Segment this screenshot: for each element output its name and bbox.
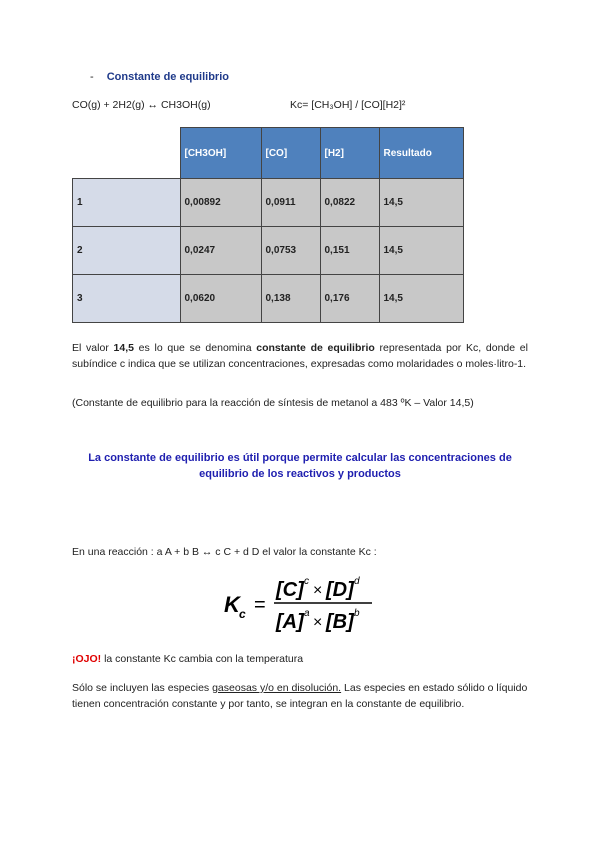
table-row: [73, 275, 464, 323]
table-row: [73, 227, 464, 275]
row-label: 3: [73, 275, 181, 323]
highlight-note: La constante de equilibrio es útil porque permite calcular las concentraciones de equilibrio de los reactivos y productos: [88, 452, 512, 480]
table-cell: 14,5: [379, 275, 463, 323]
heading-bullet: -: [90, 71, 94, 83]
term-highlight: constante de equilibrio: [256, 342, 375, 354]
column-header: [CH3OH]: [180, 128, 261, 179]
general-reaction: En una reacción : a A + b B ↔ c C + d D el valor la constante Kc :: [72, 546, 377, 558]
text-span: es lo que se denomina: [133, 342, 257, 354]
note-paragraph: (Constante de equilibrio para la reacción de síntesis de metanol a 483 ºK – Valor 14,5): [72, 397, 474, 409]
equilibrium-table: [72, 127, 464, 323]
formula-num-right-exp: d: [354, 576, 360, 587]
row-label: 1: [73, 179, 181, 227]
column-header: [H2]: [320, 128, 379, 179]
heading-text: Constante de equilibrio: [106, 71, 229, 83]
formula-den-left: [A]: [276, 611, 304, 633]
table-cell: 0,176: [320, 275, 379, 323]
row-label: 2: [73, 227, 181, 275]
formula-equals: =: [254, 594, 266, 616]
column-header: [CO]: [261, 128, 320, 179]
value-highlight: 14,5: [113, 342, 134, 354]
species-paragraph: [72, 680, 528, 712]
formula-k: K: [224, 592, 240, 617]
reaction-equation: CO(g) + 2H2(g) ↔ CH3OH(g): [72, 99, 211, 111]
table-cell: 0,00892: [180, 179, 261, 227]
table-row: [73, 179, 464, 227]
table-cell: 0,0620: [180, 275, 261, 323]
table-cell: 14,5: [379, 227, 463, 275]
table-header-row: [73, 128, 464, 179]
kc-formula: [222, 570, 382, 640]
formula-den-right-exp: b: [354, 608, 360, 619]
table-cell: 0,0753: [261, 227, 320, 275]
underlined-text: gaseosas y/o en disolución.: [212, 682, 342, 694]
kc-expression: Kc= [CH₃OH] / [CO][H2]²: [290, 99, 406, 111]
column-header: Resultado: [379, 128, 463, 179]
table-cell: 0,0822: [320, 179, 379, 227]
table-cell: 14,5: [379, 179, 463, 227]
warning-text: la constante Kc cambia con la temperatura: [101, 653, 304, 665]
formula-den-left-exp: a: [304, 608, 310, 619]
definition-paragraph: [72, 340, 528, 372]
table-corner-cell: [73, 128, 181, 179]
text-span: Las especies en estado sólido o líquido tienen concentración constante y por tanto, se integran en la constante de equilibrio.: [72, 682, 528, 710]
warning-line: [72, 653, 303, 665]
table-cell: 0,151: [320, 227, 379, 275]
table-cell: 0,0247: [180, 227, 261, 275]
text-span: El valor: [72, 342, 114, 354]
text-span: Sólo se incluyen las especies: [72, 682, 213, 694]
warning-label: ¡OJO!: [72, 653, 102, 665]
table-cell: 0,138: [261, 275, 320, 323]
formula-k-sub: c: [239, 607, 246, 621]
formula-num-left-exp: c: [304, 576, 309, 587]
formula-num-left: [C]: [276, 579, 304, 601]
formula-den-right: [B]: [326, 611, 354, 633]
formula-times: ×: [313, 614, 323, 631]
formula-times: ×: [313, 582, 323, 599]
table-cell: 0,0911: [261, 179, 320, 227]
section-heading: [90, 71, 229, 83]
formula-num-right: [D]: [326, 579, 354, 601]
text-span: representada por Kc, donde el subíndice c indica que se utilizan concentraciones, expresadas como molaridades o moles·litro-1.: [72, 342, 528, 370]
